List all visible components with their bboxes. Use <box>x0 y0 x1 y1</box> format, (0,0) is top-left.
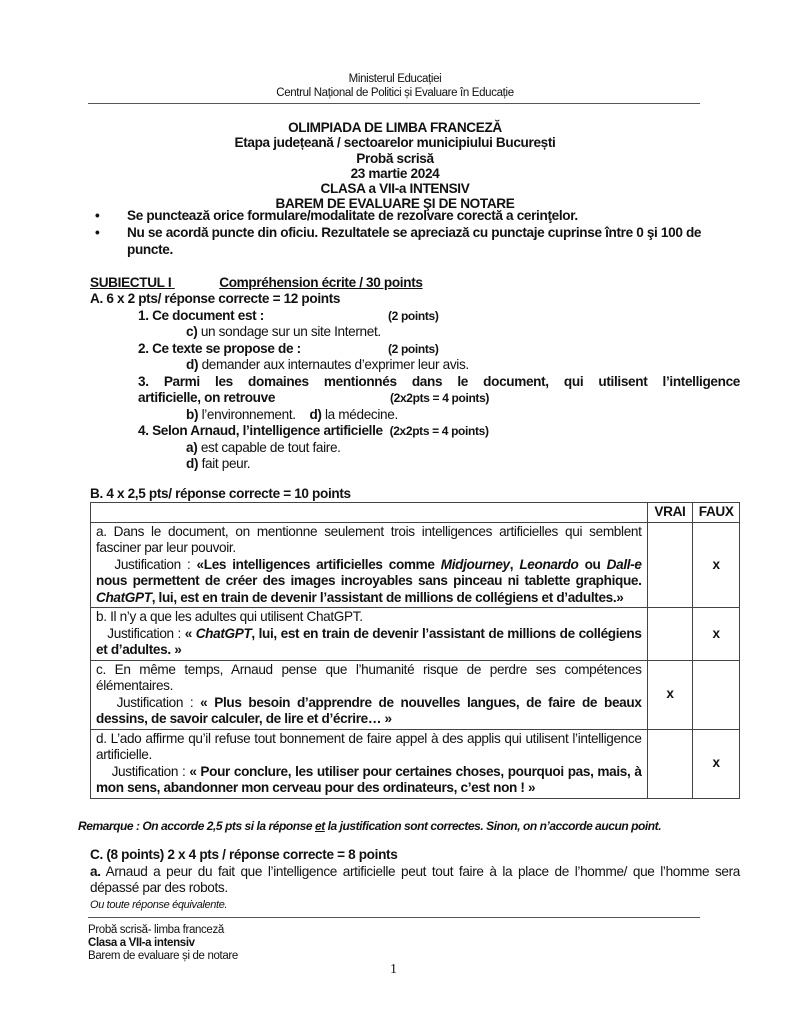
page-header <box>90 72 700 100</box>
answer-3: b) l’environnement. d) la médecine. <box>186 406 398 422</box>
bullet-item: • Nu se acordă puncte din oficiu. Rezultatele se apreciază cu punctaje cuprinse între 0 şi 100 de puncte. <box>95 225 702 257</box>
col-vrai: VRAI <box>647 503 693 523</box>
vrai-mark <box>647 729 693 798</box>
answer-4a: a) est capable de tout faire. <box>186 439 341 455</box>
answer-1: c) un sondage sur un site Internet. <box>186 324 381 339</box>
answer-2: d) demander aux internautes d’exprimer leur avis. <box>186 357 469 372</box>
bullet-icon: • <box>95 225 100 240</box>
col-faux: FAUX <box>693 503 740 523</box>
table-row: c. En même temps, Arnaud pense que l’humanité risque de perdre ses compétences élémentaires. Justification : « Plus besoin d’apprendre de nouvelles langues, de faire de beaux dessins, de savoir calculer, de lire et d’écrire… » x <box>91 660 740 729</box>
part-b-heading: B. 4 x 2,5 pts/ réponse correcte = 10 points <box>90 486 351 501</box>
title-line: 23 martie 2024 <box>350 165 440 181</box>
header-rule <box>88 103 700 104</box>
subject-heading: SUBIECTUL I Compréhension écrite / 30 points <box>90 275 423 290</box>
title-line: BAREM DE EVALUARE ŞI DE NOTARE <box>275 196 515 212</box>
part-a-heading: A. 6 x 2 pts/ réponse correcte = 12 points <box>90 291 341 306</box>
title-line: OLIMPIADA DE LIMBA FRANCEZĂ <box>288 120 502 135</box>
vrai-mark: x <box>647 660 693 729</box>
question-2: 2. Ce texte se propose de : (2 points) <box>138 340 439 356</box>
title-line: Probă scrisă <box>356 150 434 166</box>
vrai-mark <box>647 608 693 661</box>
question-3: 3. Parmi les domaines mentionnés dans le document, qui utilisent l’intelligence <box>138 373 740 389</box>
ministry-name: Ministerul Educației <box>348 73 442 85</box>
center-name: Centrul Național de Politici și Evaluare în Educație <box>276 87 514 99</box>
table-row: a. Dans le document, on mentionne seulement trois intelligences artificielles qui semblent fasciner par leur pouvoir. Justification : «Les intelligences artificielles comme Midjourney, Leonardo ou Dall-e nous permettent de créer des images incroyables sans pinceau ni tablette graphique. ChatGPT, lui, est en train de devenir l’assistant de millions de collégiens et d’adultes.» x <box>91 522 740 608</box>
faux-mark: x <box>693 522 740 608</box>
faux-mark: x <box>693 608 740 661</box>
faux-mark: x <box>693 729 740 798</box>
table-header-row <box>91 503 740 523</box>
part-a <box>90 291 740 473</box>
faux-mark <box>693 660 740 729</box>
document-title <box>90 120 700 212</box>
page-number: 1 <box>390 962 397 977</box>
title-line: Etapa județeană / sectoarelor municipiului București <box>234 135 556 151</box>
remark: Remarque : On accorde 2,5 pts si la réponse et la justification sont correctes. Sinon, on n’accorde aucun point. <box>78 819 662 833</box>
answer-4d: d) fait peur. <box>186 456 251 471</box>
question-3-cont: artificielle, on retrouve (2x2pts = 4 points) <box>138 390 490 405</box>
true-false-table <box>90 502 740 799</box>
vrai-mark <box>647 522 693 608</box>
part-c-heading: C. (8 points) 2 x 4 pts / réponse correcte = 8 points <box>90 847 398 862</box>
bullet-icon: • <box>95 208 100 223</box>
question-1: 1. Ce document est : (2 points) <box>138 307 439 323</box>
bullet-item: • Se punctează orice formulare/modalitate de rezolvare corectă a cerinţelor. <box>95 208 578 223</box>
equivalent-note: Ou toute réponse équivalente. <box>90 898 228 911</box>
page-footer: Probă scrisă- limba franceză Clasa a VII-a intensiv Barem de evaluare și de notare <box>88 924 238 962</box>
answer-c-a: a. Arnaud a peur du fait que l’intelligence artificielle peut tout faire à la place de l’homme/ que l’homme sera dépassé par des robots. <box>90 863 740 895</box>
title-line: CLASA a VII-a INTENSIV <box>320 181 470 197</box>
table-row: b. Il n’y a que les adultes qui utilisent ChatGPT. Justification : « ChatGPT, lui, est en train de devenir l’assistant de millions de collégiens et d’adultes. » x <box>91 608 740 661</box>
footer-rule <box>88 917 700 918</box>
part-c <box>90 847 740 913</box>
question-4: 4. Selon Arnaud, l’intelligence artificielle (2x2pts = 4 points) <box>138 423 489 438</box>
table-row: d. L’ado affirme qu’il refuse tout bonnement de faire appel à des applis qui utilisent l’intelligence artificielle. Justification : « Pour conclure, les utiliser pour certaines choses, pourquoi pas, mais, à mon sens, abandonner mon cerveau pour des ordinateurs, c’est non ! » x <box>91 729 740 798</box>
